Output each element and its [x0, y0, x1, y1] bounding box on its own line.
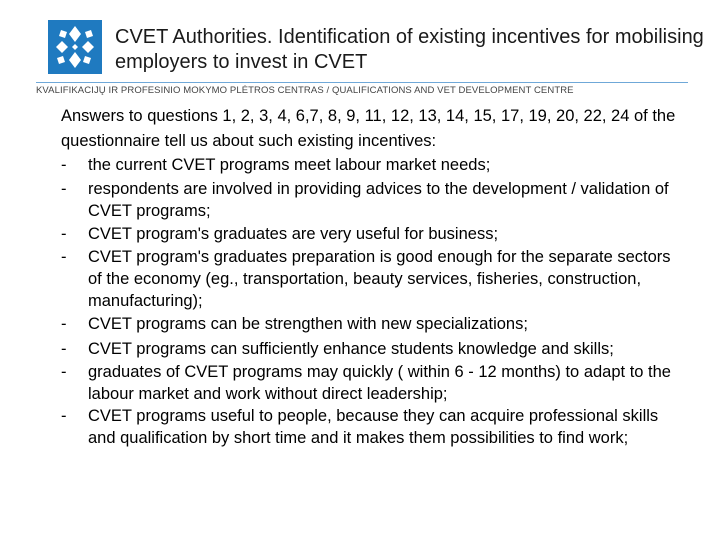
- list-item: [61, 312, 686, 337]
- list-item: [61, 361, 686, 405]
- slide-body: [61, 104, 686, 449]
- bullet-dash: -: [61, 224, 67, 243]
- list-item-text: graduates of CVET programs may quickly ( within 6 - 12 months) to adapt to the labour market and work without direct leadership;: [88, 363, 671, 403]
- list-item-text: respondents are involved in providing advices to the development / validation of CVET programs;: [88, 179, 669, 220]
- list-item: [61, 337, 686, 362]
- organization-subtitle: KVALIFIKACIJŲ IR PROFESINIO MOKYMO PLĖTROS CENTRAS / QUALIFICATIONS AND VET DEVELOPMENT CENTRE: [36, 85, 574, 96]
- bullet-dash: -: [61, 407, 67, 425]
- incentive-list: [61, 153, 686, 449]
- bullet-dash: -: [61, 179, 67, 198]
- list-item-text: CVET programs can sufficiently enhance students knowledge and skills;: [88, 339, 614, 358]
- snowflake-logo-icon: [48, 20, 102, 74]
- intro-paragraph: Answers to questions 1, 2, 3, 4, 6,7, 8, 9, 11, 12, 13, 14, 15, 17, 19, 20, 22, 24 of the questionnaire tell us about such existing incentives:: [61, 107, 676, 150]
- list-item-text: CVET programs can be strengthen with new specializations;: [88, 315, 528, 333]
- list-item-text: CVET program's graduates preparation is good enough for the separate sectors of the economy (eg., transportation, beauty services, fisheries, construction, manufacturing);: [88, 248, 671, 310]
- list-item-text: CVET program's graduates are very useful for business;: [88, 224, 499, 243]
- header-divider: [36, 82, 688, 83]
- bullet-dash: -: [61, 339, 67, 358]
- list-item: [61, 405, 686, 449]
- list-item-text: the current CVET programs meet labour market needs;: [88, 156, 491, 174]
- bullet-dash: -: [61, 363, 67, 381]
- bullet-dash: -: [61, 315, 67, 333]
- list-item: [61, 178, 686, 222]
- page-title: CVET Authorities. Identification of existing incentives for mobilising employers to invest in CVET: [115, 26, 704, 73]
- list-item: [61, 222, 686, 247]
- list-item: [61, 153, 686, 178]
- list-item-text: CVET programs useful to people, because they can acquire professional skills and qualification by short time and it makes them possibilities to find work;: [88, 407, 659, 447]
- bullet-dash: -: [61, 248, 67, 266]
- list-item: [61, 246, 686, 312]
- bullet-dash: -: [61, 156, 67, 174]
